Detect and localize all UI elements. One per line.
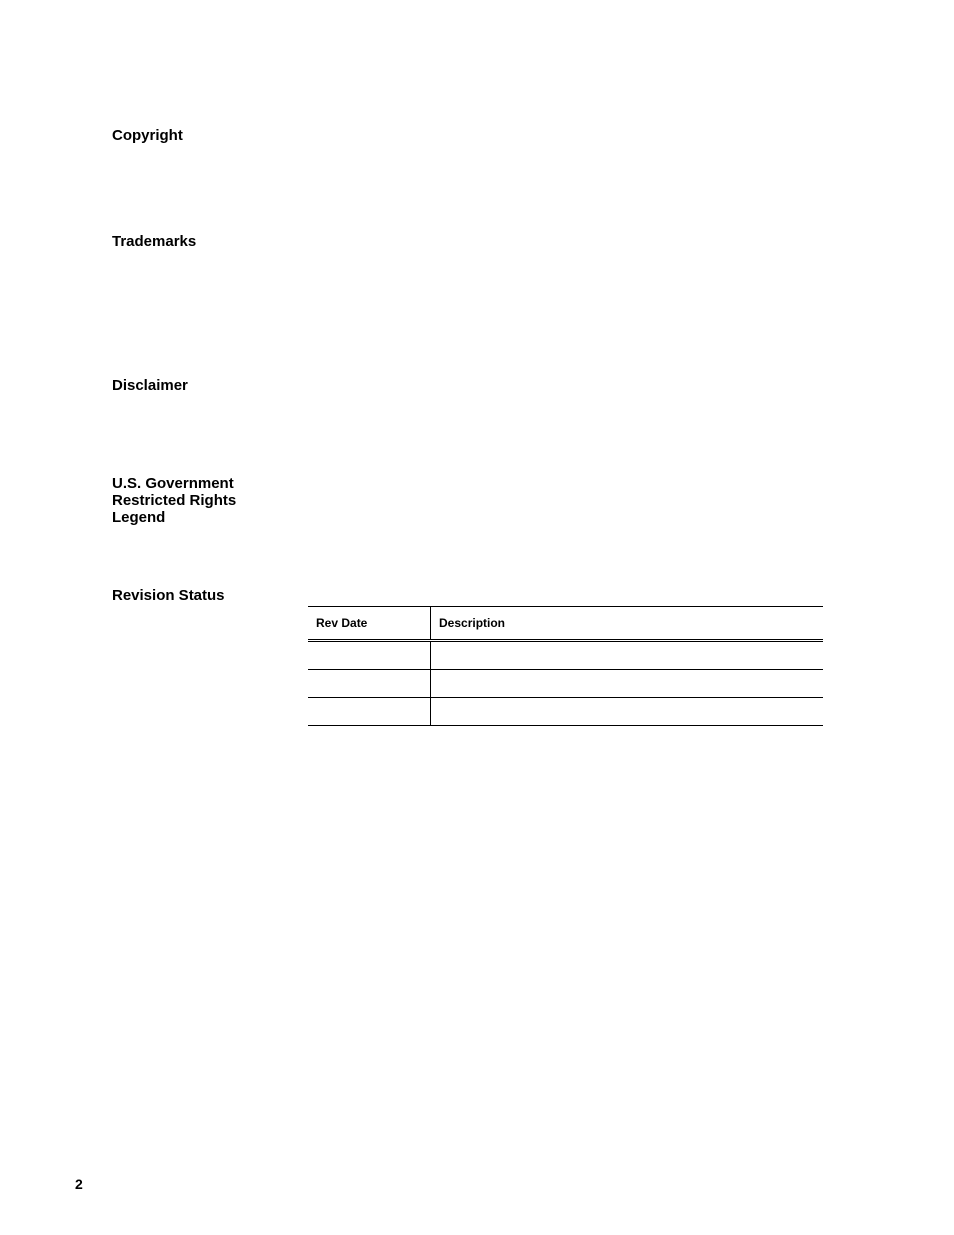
- table-row: [308, 670, 823, 698]
- government-rights-line-1: U.S. Government: [112, 475, 234, 492]
- rev-date-cell: [308, 698, 431, 726]
- rev-date-header: Rev Date: [308, 607, 431, 641]
- table-row: [308, 698, 823, 726]
- revision-table-header-row: [308, 607, 823, 641]
- description-cell: [431, 698, 824, 726]
- trademarks-heading: Trademarks: [112, 233, 197, 250]
- revision-table: [308, 606, 823, 726]
- description-header: Description: [431, 607, 824, 641]
- rev-date-cell: [308, 641, 431, 670]
- rev-date-cell: [308, 670, 431, 698]
- revision-status-heading: Revision Status: [112, 587, 225, 604]
- copyright-heading: Copyright: [112, 127, 183, 144]
- government-rights-heading: [112, 475, 272, 526]
- table-row: [308, 641, 823, 670]
- description-cell: [431, 670, 824, 698]
- government-rights-line-2: Restricted Rights: [112, 492, 237, 509]
- page-number: 2: [75, 1176, 83, 1192]
- government-rights-line-3: Legend: [112, 509, 166, 526]
- disclaimer-heading: Disclaimer: [112, 377, 188, 394]
- description-cell: [431, 641, 824, 670]
